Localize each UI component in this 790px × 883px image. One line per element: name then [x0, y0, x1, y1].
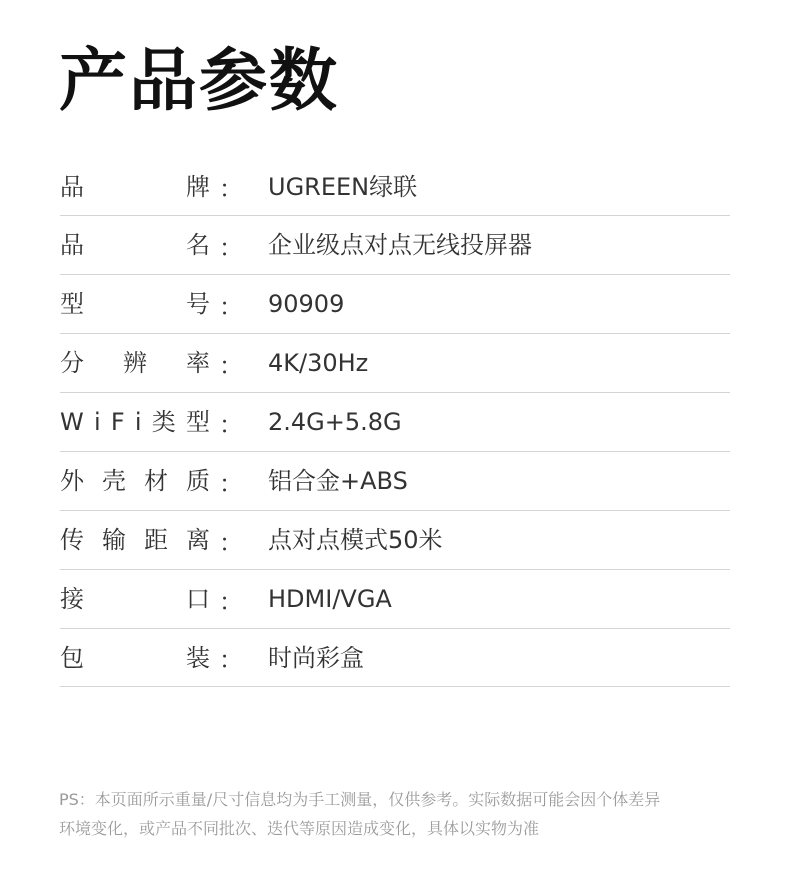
- spec-row-interface: 接 口 ： HDMI/VGA: [60, 570, 730, 629]
- footnote-line: PS：本页面所示重量/尺寸信息均为手工测量，仅供参考。实际数据可能会因个体差异: [59, 790, 661, 809]
- spec-row-housing-material: 外 壳 材 质 ： 铝合金+ABS: [60, 452, 730, 511]
- spec-value: HDMI/VGA: [268, 585, 392, 613]
- spec-value: 时尚彩盒: [268, 643, 364, 672]
- spec-value: 点对点模式50米: [268, 526, 443, 554]
- spec-row-model: 型 号 ： 90909: [60, 275, 730, 334]
- spec-label: 分 辨 率: [60, 349, 210, 377]
- spec-row-transmission-distance: 传 输 距 离 ： 点对点模式50米: [60, 511, 730, 570]
- footnote-line: 环境变化，或产品不同批次、迭代等原因造成变化，具体以实物为准: [59, 819, 540, 838]
- spec-value: 2.4G+5.8G: [268, 408, 402, 436]
- spec-value: 企业级点对点无线投屏器: [268, 231, 532, 259]
- spec-value: UGREEN绿联: [268, 172, 418, 201]
- spec-value: 4K/30Hz: [268, 349, 369, 377]
- spec-label: W i F i 类 型: [60, 408, 210, 436]
- spec-label: 传 输 距 离: [60, 526, 210, 554]
- spec-label: 型 号: [60, 290, 210, 318]
- spec-row-packaging: 包 装 ： 时尚彩盒: [60, 629, 730, 687]
- spec-value: 90909: [268, 290, 345, 318]
- spec-row-product-name: 品 名 ： 企业级点对点无线投屏器: [60, 216, 730, 275]
- spec-table: [60, 158, 730, 687]
- spec-label: 外 壳 材 质: [60, 467, 210, 495]
- spec-row-resolution: 分 辨 率 ： 4K/30Hz: [60, 334, 730, 393]
- page-title: 产品参数: [59, 42, 340, 121]
- spec-label: 接 口: [60, 585, 210, 613]
- spec-row-wifi-type: W i F i 类 型 ： 2.4G+5.8G: [60, 393, 730, 452]
- spec-label: 品 牌: [60, 172, 210, 201]
- spec-row-brand: 品 牌 ： UGREEN绿联: [60, 158, 730, 216]
- footnote: [59, 785, 739, 843]
- spec-value: 铝合金+ABS: [268, 467, 408, 495]
- spec-label: 品 名: [60, 231, 210, 259]
- spec-label: 包 装: [60, 643, 210, 672]
